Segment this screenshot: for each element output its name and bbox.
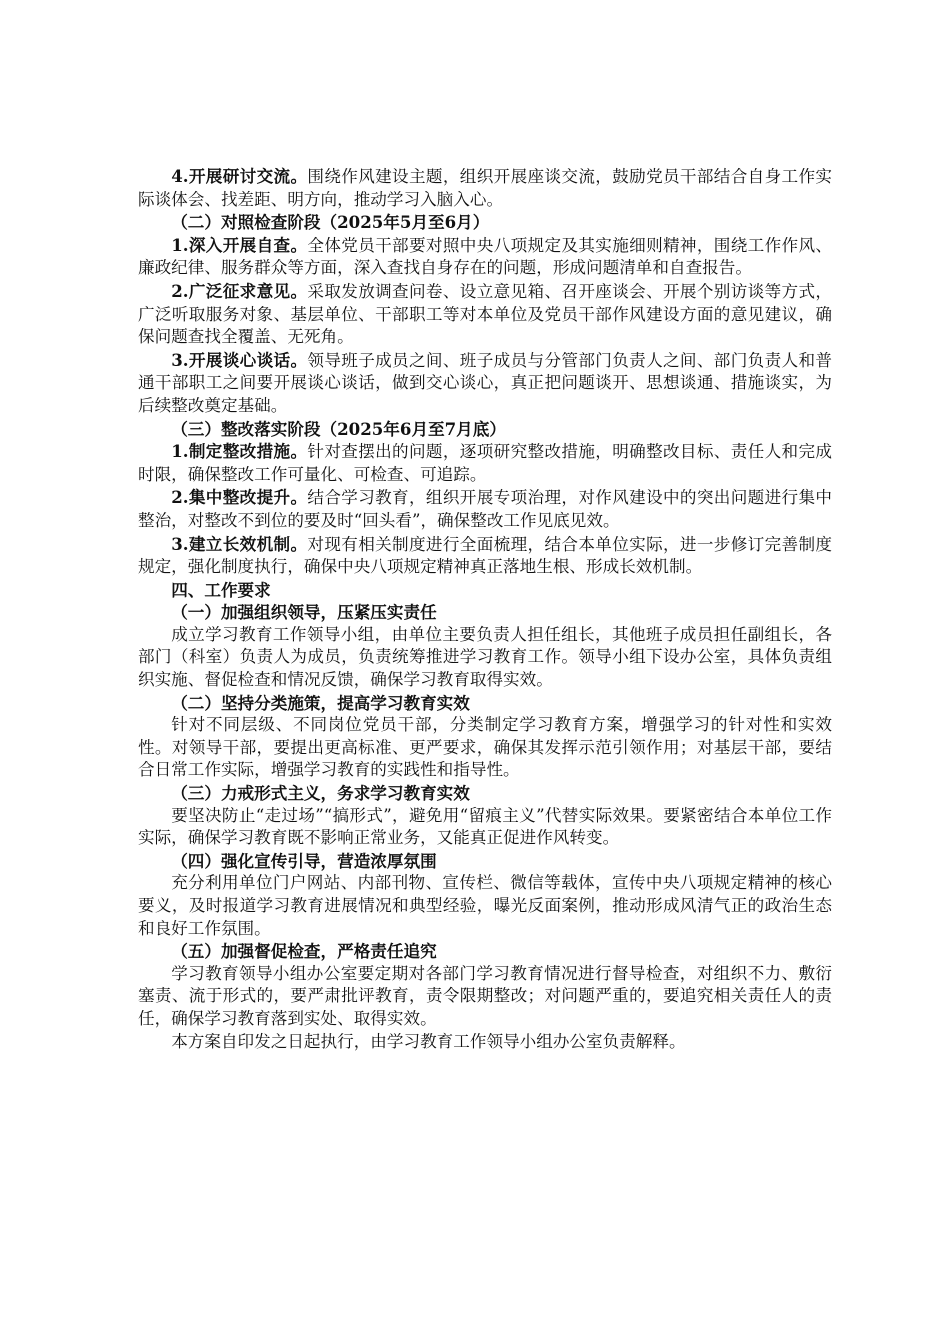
section-heading: （一）加强组织领导，压紧压实责任 <box>171 602 437 623</box>
item-paragraph <box>138 280 832 349</box>
item-lead: 2.广泛征求意见。 <box>171 280 308 301</box>
section-heading: （五）加强督促检查，严格责任追究 <box>171 941 437 962</box>
item-paragraph <box>138 440 832 486</box>
item-paragraph <box>138 349 832 418</box>
item-text: 全体党员干部要对照中央八项规定及其实施细则精神，围绕工作作风、廉政纪律、服务群众等方面，深入查找自身存在的问题，形成问题清单和自查报告。 <box>138 235 832 278</box>
body-paragraph: 充分利用单位门户网站、内部刊物、宣传栏、微信等载体，宣传中央八项规定精神的核心要义，及时报道学习教育进展情况和典型经验，曝光反面案例，推动形成风清气正的政治生态和良好工作氛围。 <box>138 873 832 938</box>
body-paragraph: 学习教育领导小组办公室要定期对各部门学习教育情况进行督导检查，对组织不力、敷衍塞责、流于形式的，要严肃批评教育，责令限期整改；对问题严重的，要追究相关责任人的责任，确保学习教育落到实处、取得实效。 <box>138 963 832 1028</box>
section-heading: （三）整改落实阶段（2025年6月至7月底） <box>171 418 506 439</box>
body-paragraph: 成立学习教育工作领导小组，由单位主要负责人担任组长，其他班子成员担任副组长，各部门（科室）负责人为成员，负责统筹推进学习教育工作。领导小组下设办公室，具体负责组织实施、督促检查和情况反馈，确保学习教育取得实效。 <box>138 624 832 690</box>
item-text: 针对查摆出的问题，逐项研究整改措施，明确整改目标、责任人和完成时限，确保整改工作可量化、可检查、可追踪。 <box>138 442 832 484</box>
item-text: 围绕作风建设主题，组织开展座谈交流，鼓励党员干部结合自身工作实际谈体会、找差距、明方向，推动学习入脑入心。 <box>138 167 832 209</box>
item-text: 对现有相关制度进行全面梳理，结合本单位实际，进一步修订完善制度规定，强化制度执行，确保中央八项规定精神真正落地生根、形成长效机制。 <box>138 534 832 577</box>
section-heading: （四）强化宣传引导，营造浓厚氛围 <box>171 850 437 871</box>
chapter-heading: 四、工作要求 <box>171 579 271 600</box>
body-paragraph: 针对不同层级、不同岗位党员干部，分类制定学习教育方案，增强学习的针对性和实效性。对领导干部，要提出更高标准、更严要求，确保其发挥示范引领作用；对基层干部，要结合日常工作实际，增强学习教育的实践性和指导性。 <box>138 715 832 780</box>
item-text: 结合学习教育，组织开展专项治理，对作风建设中的突出问题进行集中整治，对整改不到位的要及时“回头看”，确保整改工作见底见效。 <box>138 488 832 530</box>
section-heading: （二）坚持分类施策，提高学习教育实效 <box>171 692 470 713</box>
closing-paragraph: 本方案自印发之日起执行，由学习教育工作领导小组办公室负责解释。 <box>171 1031 686 1051</box>
item-paragraph <box>138 533 832 579</box>
item-paragraph <box>138 486 832 532</box>
item-lead: 3.建立长效机制。 <box>171 533 308 554</box>
item-paragraph <box>138 234 832 280</box>
item-lead: 2.集中整改提升。 <box>171 487 308 508</box>
section-heading: （二）对照检查阶段（2025年5月至6月） <box>171 212 490 233</box>
item-lead: 3.开展谈心谈话。 <box>171 349 308 370</box>
document-body <box>138 165 832 1053</box>
item-paragraph <box>138 165 832 211</box>
item-lead: 4.开展研讨交流。 <box>171 166 308 186</box>
item-lead: 1.深入开展自查。 <box>171 234 308 255</box>
item-text: 领导班子成员之间、班子成员与分管部门负责人之间、部门负责人和普通干部职工之间要开展谈心谈话，做到交心谈心，真正把问题谈开、思想谈通、措施谈实，为后续整改奠定基础。 <box>138 350 832 415</box>
item-text: 采取发放调查问卷、设立意见箱、召开座谈会、开展个别访谈等方式，广泛听取服务对象、基层单位、干部职工等对本单位及党员干部作风建设方面的意见建议，确保问题查找全覆盖、无死角。 <box>138 281 832 347</box>
body-paragraph: 要坚决防止“走过场”“搞形式”，避免用“留痕主义”代替实际效果。要紧密结合本单位工作实际，确保学习教育既不影响正常业务，又能真正促进作风转变。 <box>138 805 832 848</box>
section-heading: （三）力戒形式主义，务求学习教育实效 <box>171 783 470 804</box>
item-lead: 1.制定整改措施。 <box>171 441 308 462</box>
